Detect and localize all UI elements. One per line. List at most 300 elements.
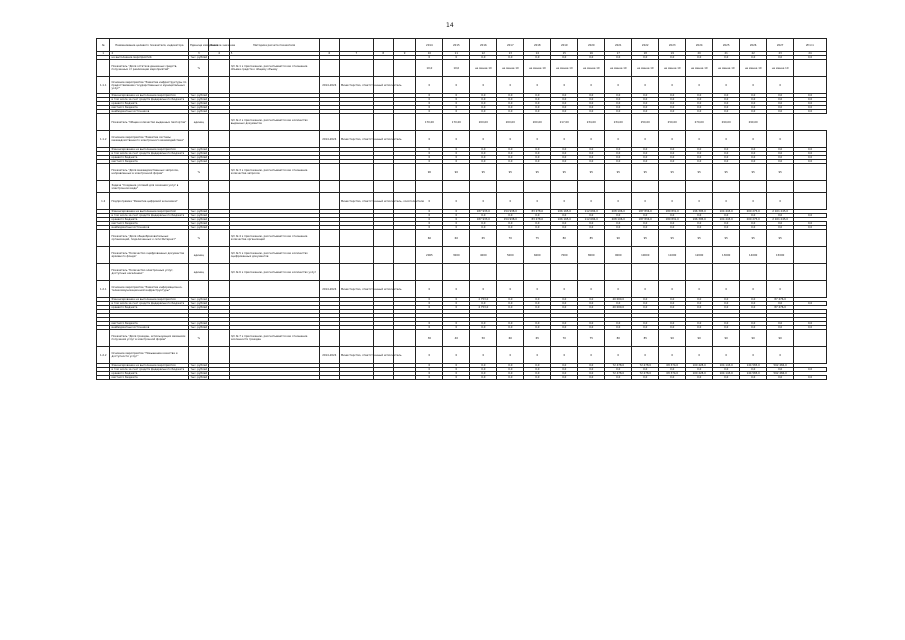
- table-cell: 0,0: [767, 102, 794, 106]
- table-cell: 0,0: [659, 222, 686, 226]
- table-cell: 0,0: [767, 376, 794, 380]
- table-cell: 0,0: [686, 376, 713, 380]
- table-cell: 0,0: [686, 56, 713, 60]
- table-cell: [470, 181, 497, 193]
- table-cell: 0,0: [578, 302, 605, 306]
- table-cell: 6000: [524, 247, 551, 264]
- table-cell: [339, 376, 373, 380]
- table-cell: тыс. рублей: [190, 326, 208, 329]
- table-cell: 187 834,0: [632, 218, 659, 222]
- table-cell: 0,0: [686, 106, 713, 110]
- table-cell: 0,0: [686, 214, 713, 218]
- table-cell: 0,0: [686, 102, 713, 106]
- table-cell: 0: [443, 148, 470, 152]
- row-number-cell: [97, 60, 110, 77]
- table-cell: [443, 181, 470, 193]
- table-cell: 0,0: [686, 326, 713, 330]
- table-cell: 0,0: [713, 148, 740, 152]
- table-cell: 0: [686, 131, 713, 148]
- table-cell: 0,0: [713, 106, 740, 110]
- table-cell: 0,0: [740, 160, 767, 164]
- table-cell: 0,0: [551, 376, 578, 380]
- table-cell: 0,0: [713, 302, 740, 306]
- table-cell: 60: [497, 330, 524, 347]
- table-cell: тыс. рублей: [190, 148, 208, 151]
- table-cell: 0,0: [605, 368, 632, 372]
- table-cell: [794, 247, 827, 264]
- table-cell: [393, 164, 415, 181]
- table-cell: 0,0: [794, 214, 827, 218]
- table-cell: 13000: [713, 247, 740, 264]
- table-cell: 90: [740, 330, 767, 347]
- table-cell: 0,0: [659, 302, 686, 306]
- table-cell: 0,0: [659, 102, 686, 106]
- table-cell: 0: [443, 210, 470, 214]
- table-cell: 0,0: [632, 98, 659, 102]
- table-cell: 0,0: [524, 148, 551, 152]
- table-cell: 0: [416, 131, 443, 148]
- table-cell: 0: [578, 77, 605, 94]
- table-cell: 95: [740, 230, 767, 247]
- table-cell: 0: [416, 326, 443, 330]
- table-cell: 0,0: [686, 222, 713, 226]
- table-cell: 0,0: [470, 326, 497, 330]
- table-cell: 0,0: [497, 364, 524, 368]
- table-cell: [373, 164, 393, 181]
- table-cell: 83 278,0: [524, 210, 551, 214]
- table-cell: 0,0: [497, 106, 524, 110]
- table-cell: 0,0: [794, 326, 827, 330]
- table-cell: 0: [551, 131, 578, 148]
- table-cell: 0,0: [524, 152, 551, 156]
- table-cell: [713, 264, 740, 281]
- table-cell: 144 583,0: [740, 364, 767, 368]
- table-cell: [497, 264, 524, 281]
- table-cell: 0,0: [767, 302, 794, 306]
- table-cell: 0,0: [686, 156, 713, 160]
- table-cell: 0,0: [470, 322, 497, 326]
- table-cell: не менее 10: [524, 60, 551, 77]
- table-cell: [339, 181, 373, 193]
- table-cell: [209, 264, 229, 281]
- table-cell: тыс. рублей: [190, 376, 208, 379]
- table-cell: 0,0: [605, 110, 632, 114]
- table-cell: [794, 347, 827, 364]
- table-cell: [551, 264, 578, 281]
- table-cell: 170,00: [416, 114, 443, 131]
- table-cell: тыс. рублей: [190, 372, 208, 375]
- table-cell: 0,0: [767, 148, 794, 152]
- table-cell: 0,0: [497, 226, 524, 230]
- table-cell: 0: [740, 193, 767, 210]
- table-cell: [319, 164, 339, 181]
- table-cell: 0: [416, 210, 443, 214]
- table-cell: [794, 60, 827, 77]
- table-cell: 0: [416, 347, 443, 364]
- table-cell: 0,0: [740, 368, 767, 372]
- table-cell: [632, 181, 659, 193]
- table-cell: 0: [443, 322, 470, 326]
- table-cell: 0: [578, 193, 605, 210]
- table-cell: 0,0: [713, 376, 740, 380]
- table-cell: 0: [416, 218, 443, 222]
- table-cell: 0,0: [713, 156, 740, 160]
- table-cell: [229, 347, 319, 364]
- table-cell: 0,0: [605, 106, 632, 110]
- table-cell: 0,0: [713, 326, 740, 330]
- row-number-cell: [97, 230, 110, 247]
- table-cell: 0,0: [524, 372, 551, 376]
- table-cell: 0,0: [578, 214, 605, 218]
- table-cell: 0: [524, 131, 551, 148]
- table-cell: 0,0: [659, 298, 686, 302]
- table-cell: 72 478,0: [605, 364, 632, 368]
- table-cell: 0,0: [605, 94, 632, 98]
- table-cell: 95: [713, 230, 740, 247]
- table-cell: 0,0: [578, 148, 605, 152]
- table-cell: 0,0: [659, 98, 686, 102]
- header-year: 2024: [686, 39, 713, 52]
- table-cell: 0: [470, 347, 497, 364]
- table-cell: [319, 181, 339, 193]
- table-cell: [339, 330, 373, 347]
- table-cell: 0,0: [740, 148, 767, 152]
- table-cell: 90: [767, 330, 794, 347]
- table-cell: 0,0: [632, 226, 659, 230]
- table-cell: [393, 60, 415, 77]
- row-number-cell: [97, 376, 110, 380]
- table-cell: 0: [416, 94, 443, 98]
- table-cell: 0,0: [659, 376, 686, 380]
- table-cell: 0,0: [578, 102, 605, 106]
- table-cell: [767, 181, 794, 193]
- table-cell: 0: [416, 364, 443, 368]
- table-cell: не менее 10: [497, 60, 524, 77]
- table-cell: [189, 347, 209, 364]
- table-cell: 0: [578, 347, 605, 364]
- table-cell: 0,0: [470, 368, 497, 372]
- table-cell: 6: [319, 52, 339, 56]
- table-cell: 0: [740, 281, 767, 298]
- table-cell: 0,0: [578, 226, 605, 230]
- table-cell: 0,0: [686, 298, 713, 302]
- table-cell: 0: [632, 77, 659, 94]
- table-row: [97, 330, 827, 347]
- table-cell: 0,0: [578, 372, 605, 376]
- table-cell: 0,0: [551, 152, 578, 156]
- table-cell: 0,0: [524, 56, 551, 60]
- table-cell: 0,0: [740, 102, 767, 106]
- table-cell: [794, 264, 827, 281]
- table-cell: 0,0: [767, 322, 794, 326]
- table-cell: 65: [524, 330, 551, 347]
- table-cell: 0,0: [632, 222, 659, 226]
- table-cell: не менее 10: [740, 60, 767, 77]
- table-cell: 200,00: [497, 114, 524, 131]
- table-cell: 0,0: [659, 106, 686, 110]
- table-cell: 7: [339, 52, 373, 56]
- table-body: [97, 52, 827, 380]
- table-cell: 24: [794, 52, 827, 56]
- row-name-cell: краевого бюджета: [110, 102, 189, 106]
- row-name-cell: Финансирование на выполнение мероприятий: [110, 210, 189, 214]
- table-cell: 95: [767, 230, 794, 247]
- table-cell: [209, 376, 229, 380]
- table-cell: [229, 77, 319, 94]
- row-name-cell: краевого бюджета: [110, 218, 189, 222]
- table-cell: 0: [524, 77, 551, 94]
- table-cell: [339, 247, 373, 264]
- table-cell: 104 443,0: [713, 218, 740, 222]
- table-cell: [393, 264, 415, 281]
- table-cell: 0,0: [767, 56, 794, 60]
- table-cell: 0,0: [470, 152, 497, 156]
- table-cell: не менее 10: [551, 60, 578, 77]
- table-cell: 12: [470, 52, 497, 56]
- table-cell: 0: [497, 193, 524, 210]
- table-cell: 0: [443, 56, 470, 60]
- table-cell: 0,0: [767, 110, 794, 114]
- table-cell: 0,0: [551, 222, 578, 226]
- row-number-cell: [97, 247, 110, 264]
- table-cell: 2014-2024: [319, 77, 339, 94]
- table-cell: 0,0: [632, 160, 659, 164]
- table-cell: [339, 164, 373, 181]
- table-cell: 0: [416, 106, 443, 110]
- table-cell: единиц: [189, 114, 209, 131]
- table-cell: 0,0: [551, 156, 578, 160]
- table-cell: 106 165,0: [551, 210, 578, 214]
- row-name-cell: в том числе за счет средств федерального бюджета: [110, 152, 189, 156]
- program-indicators-table: [96, 38, 827, 380]
- table-cell: [393, 376, 415, 380]
- table-cell: 0: [686, 347, 713, 364]
- table-cell: 0: [578, 131, 605, 148]
- table-cell: 0,0: [713, 110, 740, 114]
- table-cell: 0,0: [551, 326, 578, 330]
- table-cell: 0,0: [632, 322, 659, 326]
- table-cell: %: [189, 60, 209, 77]
- table-cell: 0: [416, 306, 443, 310]
- table-cell: тыс. рублей: [190, 110, 208, 113]
- table-cell: 0: [470, 131, 497, 148]
- table-cell: 14000: [740, 247, 767, 264]
- table-cell: 0: [416, 368, 443, 372]
- table-cell: [319, 264, 339, 281]
- table-cell: 0: [713, 281, 740, 298]
- table-cell: 0,0: [497, 376, 524, 380]
- table-cell: 70: [497, 230, 524, 247]
- table-cell: 0,0: [524, 368, 551, 372]
- table-cell: 112 684,0: [578, 210, 605, 214]
- table-cell: 2014-2024: [319, 281, 339, 298]
- table-cell: 8: [373, 52, 393, 56]
- header-year: 2015: [443, 39, 470, 52]
- table-cell: [740, 264, 767, 281]
- table-cell: не менее 10: [713, 60, 740, 77]
- table-cell: [319, 193, 339, 210]
- table-cell: 65: [470, 230, 497, 247]
- table-row: [97, 60, 827, 77]
- table-cell: 187 933,0: [470, 218, 497, 222]
- table-cell: 0,0: [686, 368, 713, 372]
- table-cell: 0: [497, 77, 524, 94]
- table-cell: 3: [189, 52, 209, 56]
- table-cell: 0,0: [470, 156, 497, 160]
- table-cell: 0,0: [605, 160, 632, 164]
- table-cell: 0: [659, 281, 686, 298]
- header-name: Наименование целевого показателя, индикатора: [110, 39, 189, 52]
- table-cell: 0: [713, 193, 740, 210]
- table-cell: 0,0: [713, 56, 740, 60]
- table-cell: [189, 131, 209, 148]
- table-cell: 0,0: [659, 214, 686, 218]
- table-row: [97, 164, 827, 181]
- table-cell: 0,0: [605, 102, 632, 106]
- table-cell: 0,0: [740, 322, 767, 326]
- table-cell: [209, 164, 229, 181]
- table-cell: [209, 281, 229, 298]
- table-cell: [470, 264, 497, 281]
- table-cell: 180 831,0: [659, 210, 686, 214]
- table-cell: 0: [443, 298, 470, 302]
- header-blank: [339, 39, 373, 52]
- table-cell: 0: [443, 226, 470, 230]
- header-year: 2022: [632, 39, 659, 52]
- table-cell: 0,0: [794, 368, 827, 372]
- table-cell: 0,0: [524, 110, 551, 114]
- table-cell: 290,00: [713, 114, 740, 131]
- table-cell: 0,0: [524, 94, 551, 98]
- table-cell: 0,0: [605, 376, 632, 380]
- table-row: [97, 281, 827, 298]
- table-cell: 15: [551, 52, 578, 56]
- table-cell: тыс. рублей: [190, 322, 208, 325]
- table-cell: 0: [605, 77, 632, 94]
- table-cell: 90: [686, 330, 713, 347]
- row-name-cell: внебюджетных источников: [110, 226, 189, 230]
- table-cell: [605, 264, 632, 281]
- table-cell: 85: [578, 230, 605, 247]
- table-cell: 0,0: [740, 152, 767, 156]
- table-cell: [189, 77, 209, 94]
- table-cell: тыс. рублей: [190, 222, 208, 225]
- table-cell: [229, 131, 319, 148]
- table-cell: 0,0: [740, 326, 767, 330]
- row-number-cell: 1: [97, 52, 110, 56]
- table-cell: [551, 181, 578, 193]
- table-cell: 0: [443, 218, 470, 222]
- table-cell: 12000: [686, 247, 713, 264]
- row-name-cell: Финансирование на выполнение мероприятия: [110, 94, 189, 98]
- table-cell: 9000: [605, 247, 632, 264]
- table-cell: [339, 60, 373, 77]
- table-cell: 0: [416, 56, 443, 60]
- row-number-cell: [97, 181, 110, 193]
- table-cell: [767, 264, 794, 281]
- table-cell: 0,0: [497, 56, 524, 60]
- table-cell: 95: [605, 164, 632, 181]
- table-cell: [339, 114, 373, 131]
- header-year: 2019: [551, 39, 578, 52]
- table-cell: 0,0: [686, 98, 713, 102]
- table-cell: 100 428,0: [686, 372, 713, 376]
- table-cell: 7000: [551, 247, 578, 264]
- table-cell: 0: [632, 131, 659, 148]
- table-cell: 0,0: [551, 298, 578, 302]
- table-cell: 0,0: [740, 298, 767, 302]
- table-cell: 72 478,0: [605, 372, 632, 376]
- table-cell: 0: [416, 302, 443, 306]
- table-cell: 0,0: [578, 94, 605, 98]
- table-cell: 70: [551, 330, 578, 347]
- table-cell: 0: [416, 372, 443, 376]
- row-name-cell: внебюджетных источников: [110, 326, 189, 330]
- table-cell: [373, 376, 393, 380]
- table-cell: [659, 181, 686, 193]
- header-unit: Единица измерения: [189, 39, 209, 52]
- table-cell: 17: [605, 52, 632, 56]
- table-cell: п/п № 7 к приложению, рассчитывается как отношение численности граждан: [229, 330, 319, 347]
- table-cell: 562 484,0: [767, 372, 794, 376]
- table-cell: 50: [470, 330, 497, 347]
- table-cell: 0,0: [767, 160, 794, 164]
- table-cell: 0,0: [497, 298, 524, 302]
- table-cell: 0,0: [794, 160, 827, 164]
- table-cell: 0,0: [713, 152, 740, 156]
- row-name-cell: Основное мероприятие "Повышение качества и доступности услуг": [110, 347, 189, 364]
- table-cell: 0,0: [551, 102, 578, 106]
- table-cell: 0,0: [470, 302, 497, 306]
- table-cell: 0,0: [740, 306, 767, 310]
- table-cell: 0,0: [794, 156, 827, 160]
- table-cell: 15000: [767, 247, 794, 264]
- table-cell: 0,0: [470, 148, 497, 152]
- table-cell: единиц: [189, 247, 209, 264]
- table-cell: [416, 181, 443, 193]
- table-cell: 200 275,0: [740, 218, 767, 222]
- table-cell: [319, 247, 339, 264]
- table-cell: 0: [443, 347, 470, 364]
- table-cell: 19: [659, 52, 686, 56]
- table-cell: 0,0: [659, 148, 686, 152]
- table-cell: 0,0: [794, 302, 827, 306]
- table-cell: 0: [443, 160, 470, 164]
- table-cell: 0,0: [605, 222, 632, 226]
- table-cell: 0: [767, 281, 794, 298]
- table-cell: 20: [686, 52, 713, 56]
- row-name-cell: местного бюджета: [110, 222, 189, 226]
- row-name-cell: краевого бюджета: [110, 156, 189, 160]
- table-cell: п/п № 1 к приложению, рассчитывается как отношение объема средств к общему объему: [229, 60, 319, 77]
- table-cell: 85: [632, 330, 659, 347]
- table-cell: 200,00: [470, 114, 497, 131]
- table-row: [97, 77, 827, 94]
- table-cell: [794, 181, 827, 193]
- row-name-cell: в том числе за счет средств федерального бюджета: [110, 98, 189, 102]
- table-cell: 95: [659, 164, 686, 181]
- table-row: [97, 181, 827, 193]
- table-cell: [373, 264, 393, 281]
- table-cell: 104 443,0: [713, 210, 740, 214]
- table-cell: 0,0: [659, 226, 686, 230]
- table-cell: 0: [416, 298, 443, 302]
- table-cell: 60: [443, 230, 470, 247]
- table-cell: 196 395,0: [686, 218, 713, 222]
- table-cell: тыс. рублей: [190, 364, 208, 367]
- table-cell: [794, 281, 827, 298]
- table-cell: [794, 164, 827, 181]
